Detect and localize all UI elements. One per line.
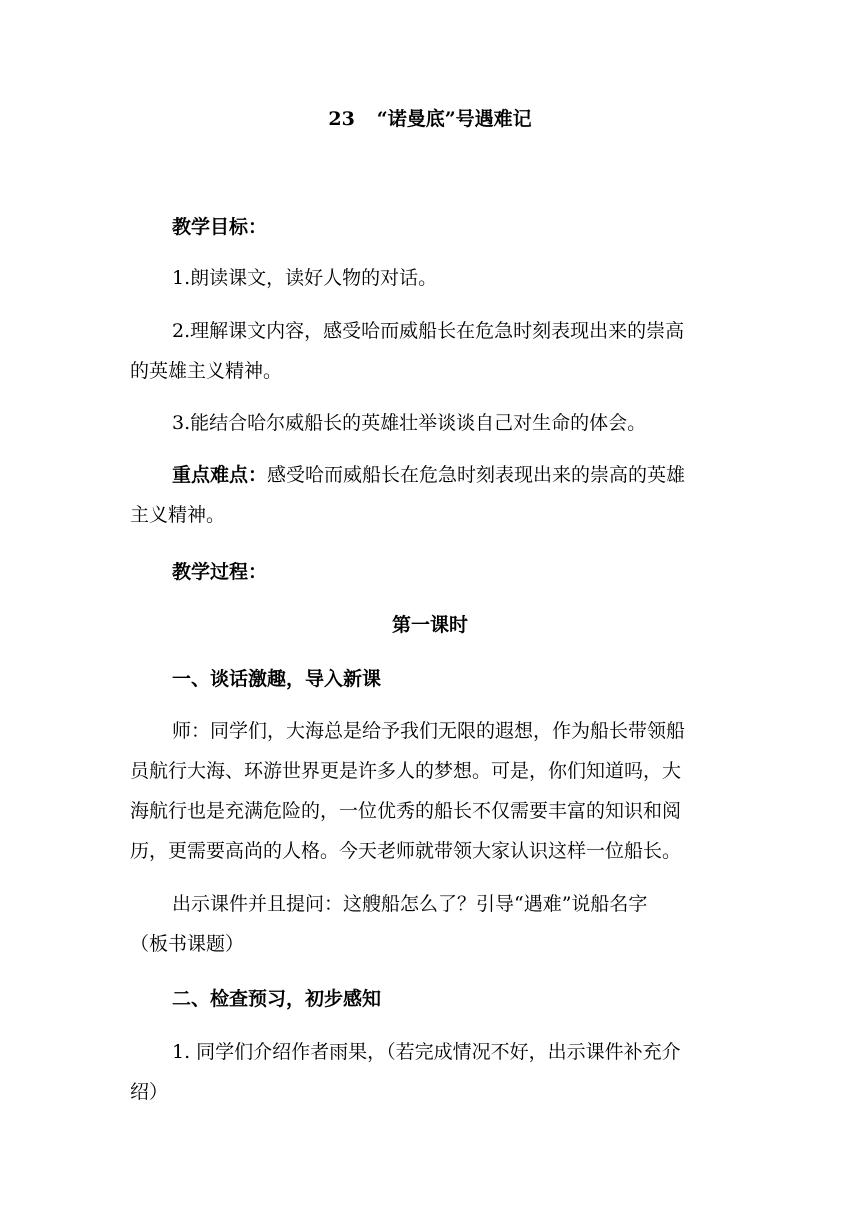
- para-3-line2: 绍）: [130, 1081, 169, 1103]
- key-points-label: 重点难点：: [172, 464, 268, 486]
- goals-heading: 教学目标：: [172, 216, 268, 238]
- para-2-line2: （板书课题）: [130, 933, 245, 955]
- para-1-line2: 员航行大海、环游世界更是许多人的梦想。可是，你们知道吗，大: [130, 760, 682, 782]
- goal-2-line1: 2.理解课文内容，感受哈而威船长在危急时刻表现出来的崇高: [172, 320, 685, 342]
- key-points-text: 感受哈而威船长在危急时刻表现出来的崇高的英雄: [267, 464, 686, 486]
- key-points-line1: [130, 455, 772, 495]
- goal-2-line2: 的英雄主义精神。: [130, 360, 283, 382]
- title-text: “诺曼底”号遇难记: [376, 108, 532, 130]
- para-3-line1: 1. 同学们介绍作者雨果，（若完成情况不好，出示课件补充介: [172, 1041, 681, 1063]
- document-title: [0, 104, 860, 131]
- section-1-heading: 一、谈话激趣，导入新课: [172, 668, 382, 690]
- para-1-line3: 海航行也是充满危险的，一位优秀的船长不仅需要丰富的知识和阅: [130, 800, 682, 822]
- process-heading: 教学过程：: [172, 561, 268, 583]
- title-number: 23: [328, 108, 355, 130]
- para-1-line4: 历，更需要高尚的人格。今天老师就带领大家认识这样一位船长。: [130, 840, 682, 862]
- para-1-line1: 师：同学们，大海总是给予我们无限的遐想，作为船长带领船: [172, 720, 686, 742]
- goal-1: 1.朗读课文，读好人物的对话。: [172, 267, 438, 289]
- section-2-heading: 二、检查预习，初步感知: [172, 988, 382, 1010]
- para-2-line1: 出示课件并且提问：这艘船怎么了？引导“遇难”说船名字: [172, 893, 648, 915]
- goal-3: 3.能结合哈尔威船长的英雄壮举谈谈自己对生命的体会。: [172, 412, 647, 434]
- key-points-line2: 主义精神。: [130, 504, 226, 526]
- lesson-heading: 第一课时: [391, 614, 468, 636]
